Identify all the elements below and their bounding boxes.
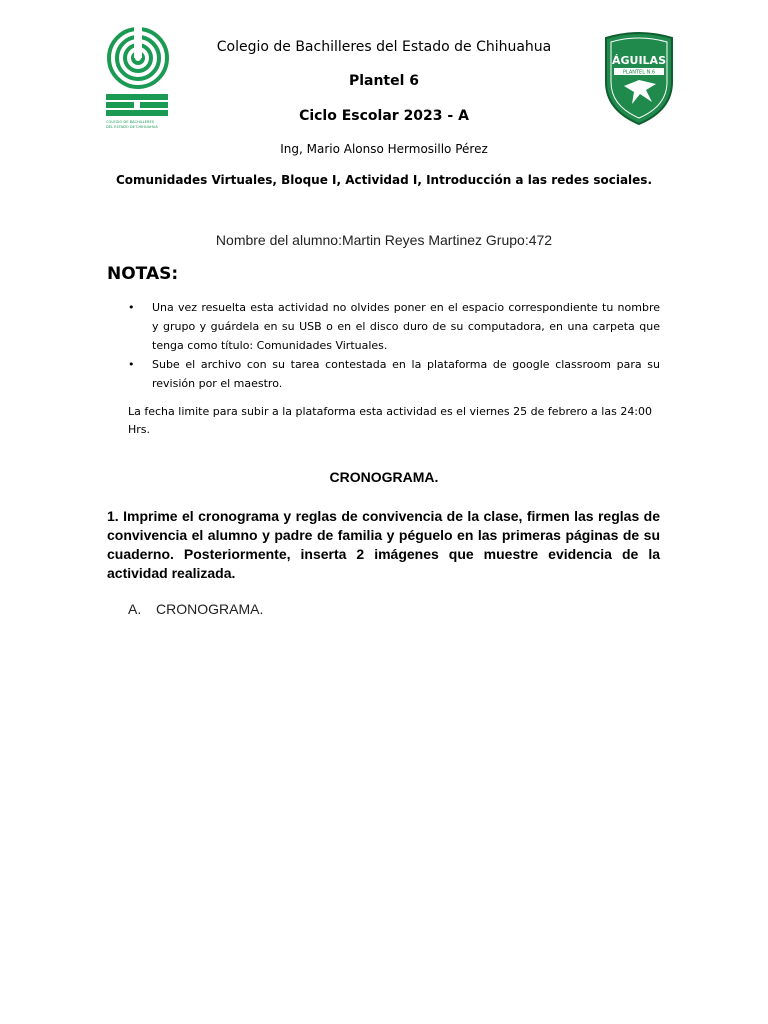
sub-item-a bbox=[128, 601, 263, 617]
instruction-paragraph: 1. Imprime el cronograma y reglas de convivencia de la clase, firmen las reglas de convivencia el alumno y padre de familia y péguelo en las primeras páginas de su cuaderno. Posteriormente, inserta 2 imágenes que muestre evidencia de la actividad realizada. bbox=[107, 508, 660, 581]
cronograma-heading: CRONOGRAMA. bbox=[329, 469, 439, 485]
deadline-note: La fecha limite para subir a la plataforma esta actividad es el viernes 25 de febrero a las 24:00 Hrs. bbox=[128, 405, 653, 436]
note-text: Una vez resuelta esta actividad no olvides poner en el espacio correspondiente tu nombre y grupo y guárdela en su USB o en el disco duro de su computadora, en una carpeta que tenga como título: Comunidades Virtuales. bbox=[152, 301, 660, 352]
logo-caption-2: DEL ESTADO DE CHIHUAHUA bbox=[106, 125, 158, 129]
school-name: Colegio de Bachilleres del Estado de Chihuahua bbox=[216, 39, 552, 55]
shield-title: ÁGUILAS bbox=[611, 54, 667, 67]
school-cycle: Ciclo Escolar 2023 - A bbox=[299, 108, 469, 124]
teacher-name: Ing, Mario Alonso Hermosillo Pérez bbox=[280, 142, 488, 156]
sub-item-marker: A. bbox=[128, 601, 142, 617]
cobach-logo bbox=[104, 24, 172, 132]
aguilas-shield-logo bbox=[600, 30, 678, 126]
note-text: Sube el archivo con su tarea contestada en la plataforma de google classroom para su revisión por el maestro. bbox=[152, 358, 660, 390]
logo-caption-1: COLEGIO DE BACHILLERES bbox=[106, 120, 155, 124]
list-item bbox=[128, 298, 660, 355]
plantel: Plantel 6 bbox=[348, 73, 420, 89]
notes-list bbox=[128, 298, 660, 393]
student-name-group: Nombre del alumno:Martin Reyes Martinez Grupo:472 bbox=[215, 232, 553, 248]
sub-item-label: CRONOGRAMA. bbox=[156, 601, 264, 617]
shield-ribbon: PLANTEL N.6 bbox=[622, 69, 656, 76]
list-item bbox=[128, 355, 660, 393]
notes-heading: NOTAS: bbox=[107, 264, 179, 284]
bullet-icon: • bbox=[128, 301, 135, 314]
subject-line: Comunidades Virtuales, Bloque I, Actividad I, Introducción a las redes sociales. bbox=[115, 173, 653, 187]
bullet-icon: • bbox=[128, 358, 135, 371]
